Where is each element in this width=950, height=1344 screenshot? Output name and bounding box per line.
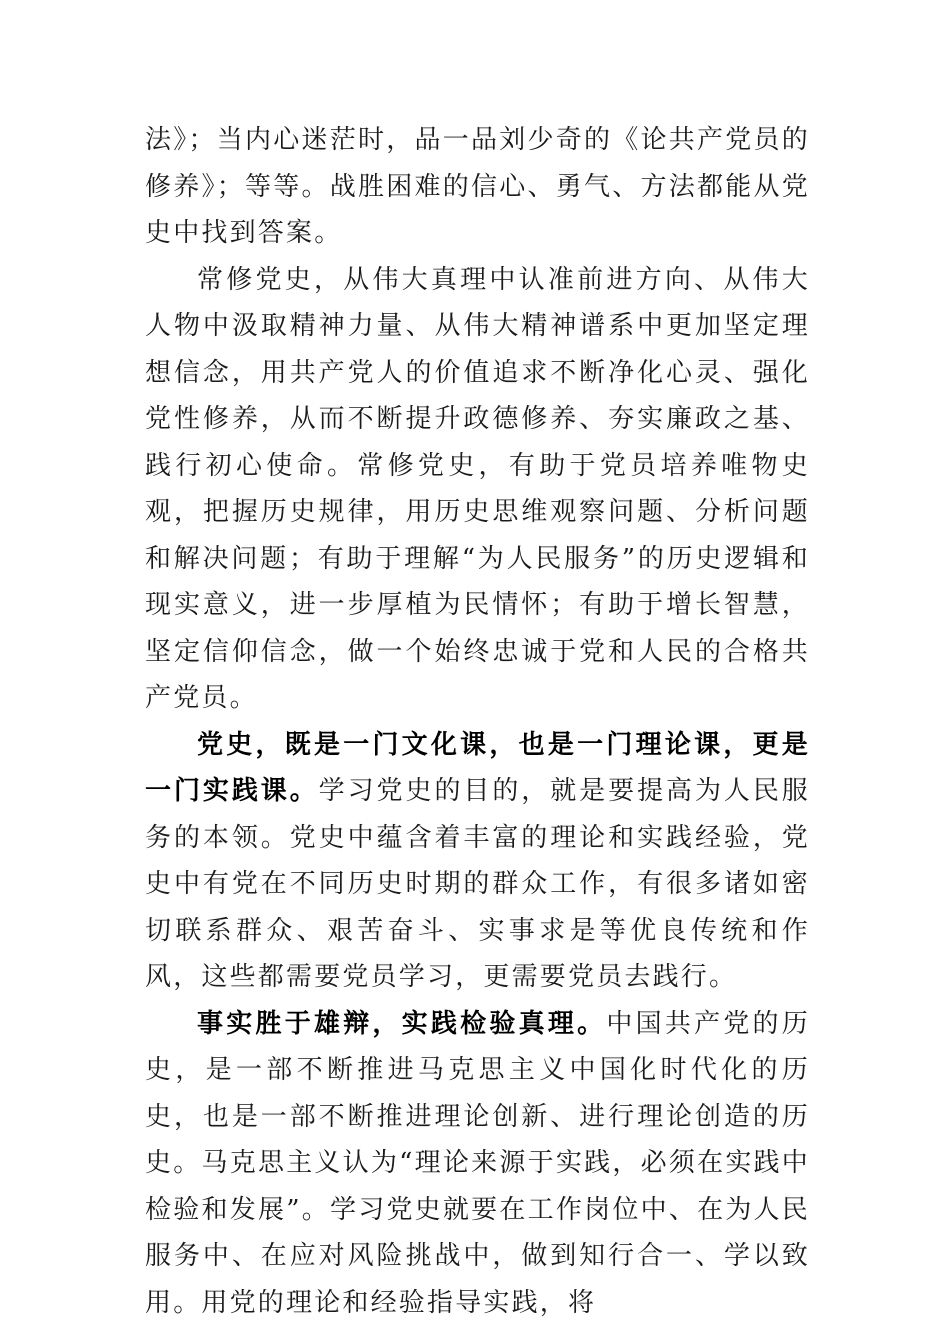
paragraph-2 — [145, 257, 810, 722]
paragraph-3-lead: 党史，既是一门文化课，也是一门理论课，更是一门实践课。 — [145, 729, 810, 806]
paragraph-1 — [145, 117, 810, 257]
paragraph-4 — [145, 1001, 810, 1327]
paragraph-3 — [145, 722, 810, 1001]
paragraph-1-text: 法》；当内心迷茫时，品一品刘少奇的《论共产党员的修养》；等等。战胜困难的信心、勇气、方法都能从党史中找到答案。 — [145, 125, 810, 248]
paragraph-4-text: 中国共产党的历史，是一部不断推进马克思主义中国化时代化的历史，也是一部不断推进理论创新、进行理论创造的历史。马克思主义认为“理论来源于实践，必须在实践中检验和发展”。学习党史就要在工作岗位中、在为人民服务中、在应对风险挑战中，做到知行合一、学以致用。用党的理论和经验指导实践，将 — [145, 1008, 810, 1318]
document-body — [145, 117, 810, 1326]
paragraph-3-text: 学习党史的目的，就是要提高为人民服务的本领。党史中蕴含着丰富的理论和实践经验，党史中有党在不同历史时期的群众工作，有很多诸如密切联系群众、艰苦奋斗、实事求是等优良传统和作风，这些都需要党员学习，更需要党员去践行。 — [145, 776, 810, 992]
paragraph-2-text: 常修党史，从伟大真理中认准前进方向、从伟大人物中汲取精神力量、从伟大精神谱系中更加坚定理想信念，用共产党人的价值追求不断净化心灵、强化党性修养，从而不断提升政德修养、夯实廉政之基、践行初心使命。常修党史，有助于党员培养唯物史观，把握历史规律，用历史思维观察问题、分析问题和解决问题；有助于理解“为人民服务”的历史逻辑和现实意义，进一步厚植为民情怀；有助于增长智慧，坚定信仰信念，做一个始终忠诚于党和人民的合格共产党员。 — [145, 264, 810, 713]
paragraph-4-lead: 事实胜于雄辩，实践检验真理。 — [197, 1008, 607, 1039]
